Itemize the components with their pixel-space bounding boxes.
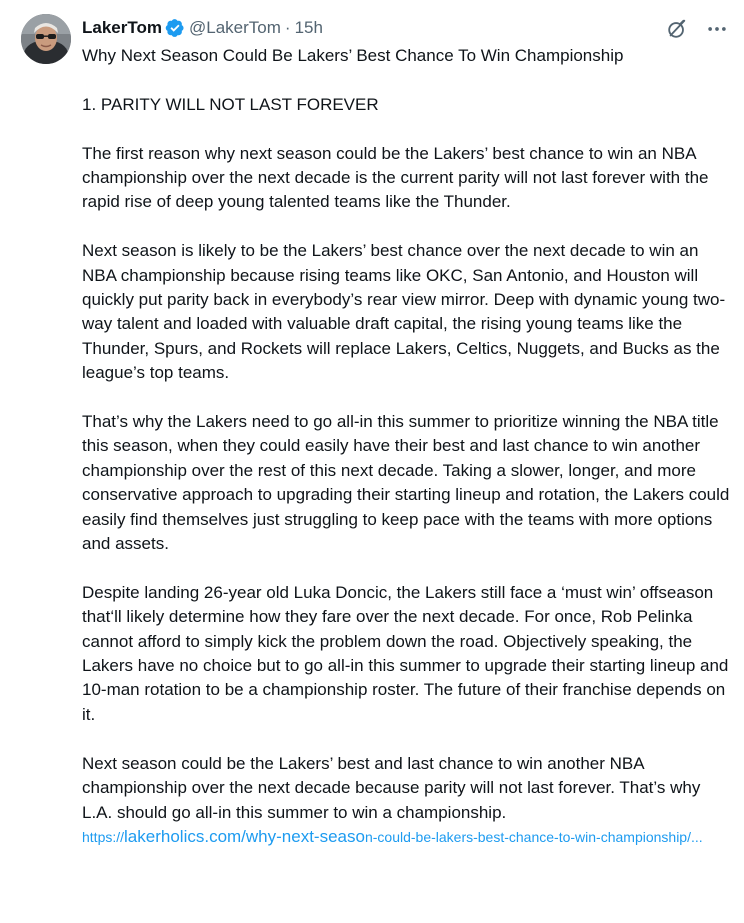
paragraph-2: Next season is likely to be the Lakers’ best chance over the next decade to win an NBA championship because rising teams like OKC, San Antonio, and Houston will quickly put parity back in everybody’s rear view mirror. Deep with dynamic young two-way talent and loaded with valuable draft capital, the rising young teams like the Thunder, Spurs, and Rockets will replace Lakers, Celtics, Nuggets, and Bucks as the league’s top teams.: [82, 241, 726, 383]
header-actions: [664, 16, 730, 42]
tweet-header: [82, 17, 730, 39]
more-icon[interactable]: [704, 16, 730, 42]
article-link-protocol: https://: [82, 828, 125, 845]
tweet-title: Why Next Season Could Be Lakers’ Best Chance To Win Championship: [82, 46, 624, 65]
paragraph-1: The first reason why next season could be the Lakers’ best chance to win an NBA championship over the next decade is the current parity will not last forever with the rapid rise of deep young talented teams like the Thunder.: [82, 143, 709, 212]
paragraph-5: [82, 752, 730, 850]
article-link[interactable]: [82, 827, 703, 846]
article-link-domain: lakerholics.com/why-next-seaso: [124, 826, 365, 846]
paragraph-5-text: Next season could be the Lakers’ best and last chance to win another NBA championship over the next decade because parity will not last forever. That’s why L.A. should go all-in this summer to win a championship.: [82, 753, 701, 822]
article-link-rest: n-could-be-lakers-best-chance-to-win-championship/...: [364, 828, 703, 845]
section-heading: 1. PARITY WILL NOT LAST FOREVER: [82, 94, 379, 114]
paragraph-3: That’s why the Lakers need to go all-in this summer to prioritize winning the NBA title this season, when they could easily have their best and last chance to win another championship over the rest of this next decade. Taking a slower, longer, and more conservative approach to upgrading their starting lineup and rotation, the Lakers could easily find themselves just struggling to keep pace with the teams with more options and assets.: [82, 412, 730, 554]
avatar-image: [21, 14, 71, 64]
tweet-content: [82, 17, 730, 849]
paragraph-4: Despite landing 26-year old Luka Doncic, the Lakers still face a ‘must win’ offseason that‘ll likely determine how they fare over the next decade. For once, Rob Pelinka cannot afford to simply kick the problem down the road. Objectively speaking, the Lakers have no choice but to go all-in this summer to upgrade their starting lineup and 10-man rotation to be a championship roster. The future of their franchise depends on it.: [82, 582, 729, 724]
avatar[interactable]: [21, 14, 71, 64]
author-handle[interactable]: @LakerTom: [189, 18, 281, 37]
author-name[interactable]: LakerTom: [82, 18, 162, 37]
verified-badge-icon: [165, 18, 185, 38]
header-separator: ·: [284, 18, 291, 37]
tweet-timestamp[interactable]: 15h: [294, 18, 323, 37]
tweet-body: [82, 44, 730, 849]
grok-icon[interactable]: [664, 16, 690, 42]
